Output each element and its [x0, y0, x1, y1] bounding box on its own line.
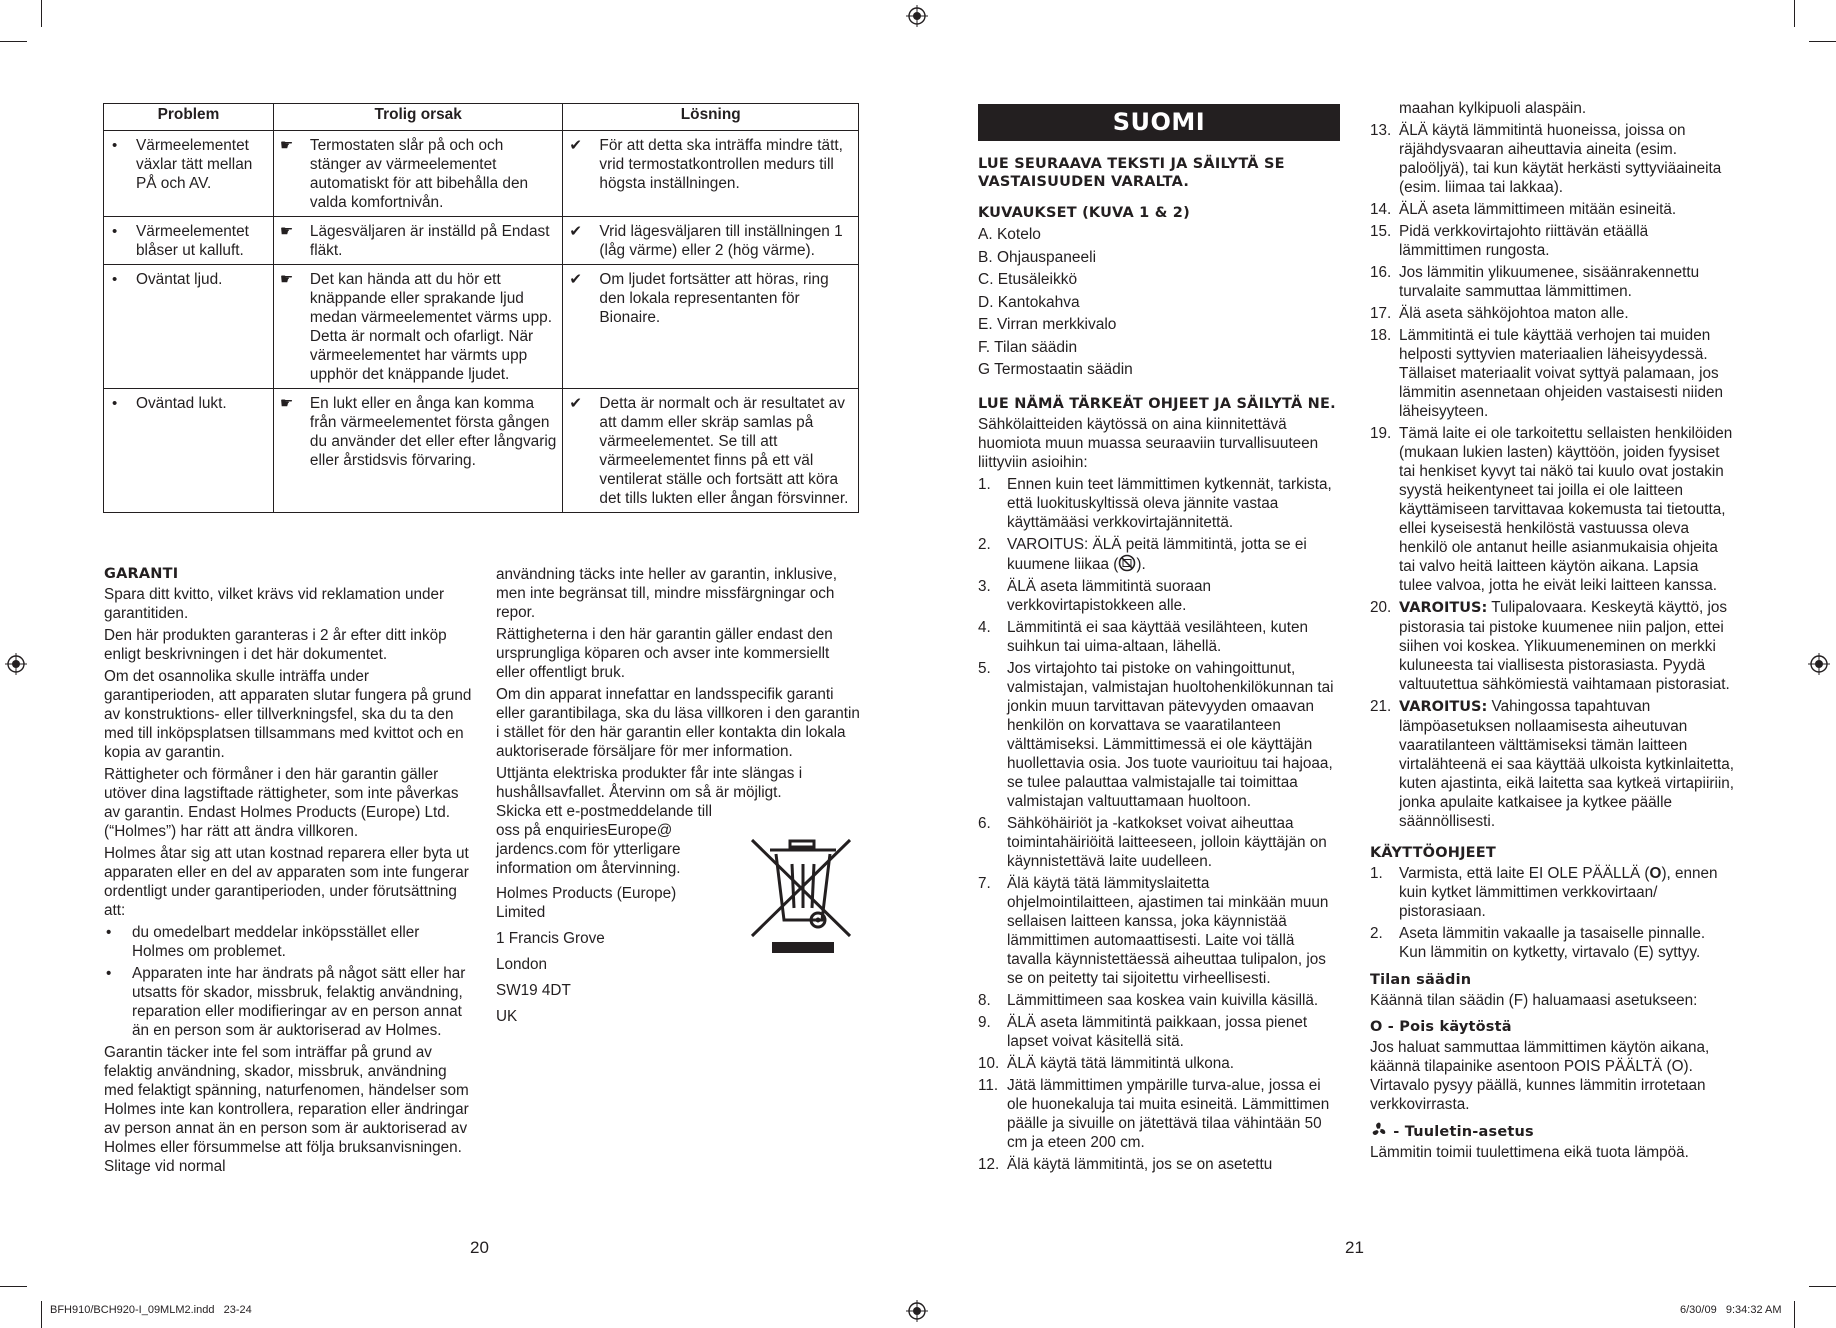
cause-cell: Det kan hända att du hör ett knäppande eller sprakande ljud medan värmeelementet värms upp. Detta är normalt och ofarligt. När värmeelementet har värmts upp upphör det knäppande ljudet.	[309, 271, 553, 383]
table-row	[104, 217, 859, 265]
list-item: • Apparaten inte har ändrats på något sätt eller har utsatts för skador, missbruk, felaktig användning, reparation eller modifieringar av en person annat än en person som är auktoriserad av Holmes.	[106, 965, 466, 1039]
warning-label: VAROITUS:	[1399, 600, 1488, 616]
registration-mark-icon	[1808, 653, 1830, 675]
do-not-cover-icon	[1118, 554, 1136, 572]
solution-cell: Vrid lägesväljaren till inställningen 1 (låg värme) eller 2 (hög värme).	[599, 223, 843, 259]
list-item: F. Tilan säädin	[978, 338, 1078, 356]
bullet-icon: •	[112, 137, 118, 154]
list-item: 2. Aseta lämmitin vakaalle ja tasaiselle pinnalle. Kun lämmitin on kytketty, virtavalo (E) syttyy.	[1370, 925, 1706, 961]
list-item: 3. ÄLÄ aseta lämmitintä suoraan verkkovirtapistokkeen alle.	[978, 577, 1212, 614]
check-mark-icon: ✔	[569, 137, 582, 154]
list-item: 8. Lämmittimeen saa koskea vain kuivilla käsillä.	[978, 991, 1319, 1009]
fan-icon	[1370, 1121, 1388, 1139]
warning-label: VAROITUS:	[1399, 699, 1488, 715]
list-item: 2. VAROITUS: ÄLÄ peitä lämmitintä, jotta se ei kuumene liikaa ( ).	[978, 535, 1307, 573]
check-mark-icon: ✔	[569, 395, 582, 412]
right-column-2	[1370, 99, 1734, 1162]
crop-mark	[41, 1301, 42, 1328]
troubleshooting-table	[103, 103, 859, 513]
weee-crossed-bin-icon	[748, 836, 854, 958]
company-address: Holmes Products (Europe) Limited 1 Francis Grove London SW19 4DT UK	[496, 885, 677, 1025]
page-number: 21	[1345, 1238, 1364, 1257]
solution-cell: För att detta ska inträffa mindre tätt, vrid termostatkontrollen medurs till högsta inställningen.	[599, 137, 843, 192]
list-item: 21. VAROITUS: Vahingossa tapahtuvan lämpöasetuksen nollaamisesta aiheutuvan vaaratilanteen välttämiseksi tämän laitteen virtalähteenä ei saa käyttää ulkoista kytkinlaitetta, kuten ajastinta, eikä laitetta saa kytkeä virtapiiriin, jonka apulaite katkaisee ja kytkee päälle säännöllisesti.	[1370, 698, 1735, 830]
list-item: 20. VAROITUS: Tulipalovaara. Keskeytä käyttö, jos pistorasia tai pistoke kuumenee niin paljon, ettei siihen voi koskea. Ylikuumeneminen on merkki kuluneesta tai viallisesta pistorasiasta. Pyydä valtuutettua sähkömiestä vaihtamaan pistorasiat.	[1370, 599, 1730, 693]
garanti-heading: GARANTI	[104, 566, 179, 582]
registration-mark-icon	[5, 653, 27, 675]
crop-mark	[1809, 1286, 1836, 1287]
check-mark-icon: ✔	[569, 271, 582, 288]
cause-cell: Termostaten slår på och och stänger av värmeelementet automatiskt för att bibehålla den valda komfortnivån.	[309, 137, 529, 211]
list-item: B. Ohjauspaneeli	[978, 248, 1097, 266]
list-item: 7. Älä käytä tätä lämmityslaitetta ohjelmointilaitteen, ajastimen tai minkään muun sellaisen laitteen kanssa, joka käynnistää lämmittimen automaattisesti. Laite voi tällä tavalla käynnistettäessä aiheuttaa tulipalon, jos se on peitetty tai sijoitettu virheellisesti.	[978, 874, 1329, 987]
crop-mark	[0, 1286, 27, 1287]
file-slug: BFH910/BCH920-I_09MLM2.indd 23-24	[50, 1304, 252, 1316]
important-intro: Sähkölaitteiden käytössä on aina kiinnitettävä huomiota muun muassa seuraaviin turvallisuuteen liittyviin asioihin:	[978, 415, 1319, 471]
right-column-1	[978, 155, 1340, 1177]
list-item: • du omedelbart meddelar inköpsstället eller Holmes om problemet.	[106, 924, 420, 960]
important-heading: LUE NÄMÄ TÄRKEÄT OHJEET JA SÄILYTÄ NE.	[978, 395, 1336, 412]
list-item: 1. Ennen kuin teet lämmittimen kytkennät, tarkista, että luokituskyltissä oleva jännite vastaa käyttämääsi verkkovirtajännitettä.	[978, 475, 1332, 531]
table-row	[104, 389, 859, 513]
list-item: D. Kantokahva	[978, 293, 1080, 311]
garanti-paragraph: Den här produkten garanteras i 2 år efter ditt inköp enligt beskrivningen i det här dokumentet.	[104, 627, 447, 663]
problem-cell: Värmeelementet växlar tätt mellan PÅ och AV.	[136, 137, 253, 192]
tuuletin-heading: - Tuuletin-asetus	[1370, 1121, 1734, 1141]
list-item: C. Etusäleikkö	[978, 271, 1078, 288]
list-item: 14. ÄLÄ aseta lämmittimeen mitään esineitä.	[1370, 201, 1677, 218]
garanti-paragraph: Garantin täcker inte fel som inträffar på grund av felaktig användning, skador, missbruk, användning med felaktigt spänning, naturfenomen, händelser som Holmes inte kan kontrollera, reparation eller ändringar av person annat än en person som är auktoriserad av Holmes eller försummelse att följa bruksanvisningen. Slitage vid normal	[104, 1044, 469, 1175]
list-item: 6. Sähköhäiriöt ja -katkokset voivat aiheuttaa toimintahäiriöitä laitteeseen, jolloin käyttäjän on käynnistettävä laite uudelleen.	[978, 814, 1327, 870]
list-item: 17. Älä aseta sähköjohtoa maton alle.	[1370, 305, 1629, 322]
pointing-hand-icon: ☛	[279, 395, 294, 412]
language-banner: SUOMI	[978, 104, 1340, 141]
column-header-problem: Problem	[104, 104, 274, 131]
problem-cell: Oväntat ljud.	[136, 271, 223, 288]
problem-cell: Värmeelementet blåser ut kalluft.	[136, 223, 249, 259]
pointing-hand-icon: ☛	[279, 223, 294, 240]
cause-cell: En lukt eller en ånga kan komma från värmeelementet första gången du använder det eller efter långvarig eller årstidsvis förvaring.	[309, 395, 557, 469]
registration-mark-icon	[906, 5, 928, 27]
intro-heading: LUE SEURAAVA TEKSTI JA SÄILYTÄ SE VASTAISUUDEN VARALTA.	[978, 156, 1285, 190]
garanti-column-1	[104, 565, 472, 1179]
garanti-paragraph: Om din apparat innefattar en landsspecifik garanti eller garantibilaga, ska du läsa villkoren i den garantin i stället för den här garantin eller kontakta din lokala auktoriserade försäljare för mer information.	[496, 686, 860, 760]
bullet-icon: •	[112, 271, 118, 288]
garanti-paragraph: Uttjänta elektriska produkter får inte slängas i hushållsavfallet. Återvinn om så är möjligt.	[496, 765, 803, 801]
garanti-paragraph: Rättigheter och förmåner i den här garantin gäller utöver dina lagstiftade rättigheter, som inte påverkas av garantin. Endast Holmes Products (Europe) Ltd. (“Holmes”) har rätt att ändra villkoren.	[104, 766, 459, 840]
list-item: 10. ÄLÄ käytä tätä lämmitintä ulkona.	[978, 1054, 1235, 1072]
garanti-paragraph: Holmes åtar sig att utan kostnad reparera eller byta ut apparaten eller en del av apparaten som inte fungerar ordentligt under garantiperioden, under förutsättning att:	[104, 845, 469, 919]
cause-cell: Lägesväljaren är inställd på Endast fläkt.	[309, 223, 550, 259]
table-row	[104, 265, 859, 389]
parts-list	[978, 224, 1340, 382]
list-item: 12. Älä käytä lämmitintä, jos se on asetettu	[978, 1155, 1273, 1173]
list-item: 16. Jos lämmitin ylikuumenee, sisäänrakennettu turvalaite sammuttaa lämmittimen.	[1370, 264, 1700, 300]
bullet-icon: •	[112, 223, 118, 240]
garanti-paragraph: användning täcks inte heller av garantin, inklusive, men inte begränsat till, mindre missfärgningar och repor.	[496, 566, 837, 621]
problem-cell: Oväntad lukt.	[136, 395, 227, 412]
crop-mark	[0, 41, 27, 42]
pois-heading: O - Pois käytöstä	[1370, 1019, 1512, 1035]
list-item: 4. Lämmitintä ei saa käyttää vesilähteen, kuten suihkun tai uima-altaan, lähellä.	[978, 618, 1309, 655]
crop-mark	[1794, 0, 1795, 27]
list-item: 18. Lämmitintä ei tule käyttää verhojen tai muiden helposti syttyvien materiaalien läheisyydessä. Tällaiset materiaalit voivat syttyä palamaan, jos lämmitin asennetaan ohjeiden vastaisesti niiden läheisyyteen.	[1370, 327, 1723, 420]
kaytto-heading: KÄYTTÖOHJEET	[1370, 845, 1496, 861]
garanti-column-2	[496, 565, 860, 1033]
list-item: 15. Pidä verkkovirtajohto riittävän etäällä lämmittimen rungosta.	[1370, 223, 1649, 259]
garanti-conditions-list	[104, 923, 472, 1040]
list-item: 19. Tämä laite ei ole tarkoitettu sellaisten henkilöiden (mukaan lukien lasten) käyttöön, joiden fyysiset tai henkiset kyvyt tai näkö tai kuulo ovat jostakin syystä heikentyneet tai joilla ei ole laitteen käyttämiseen tarvittavaa kokemusta tai tietoutta, ellei kyseisestä henkilöstä vastuussa oleva henkilö ole antanut heille asianmukaisia ohjeita tai valvo heitä laitteen käytön aikana. Lapsia tulee valvoa, jotta he eivät leiki laitteen kanssa.	[1370, 425, 1733, 594]
garanti-paragraph: Spara ditt kvitto, vilket krävs vid reklamation under garantitiden.	[104, 586, 445, 622]
crop-mark	[1809, 41, 1836, 42]
pois-text: Jos haluat sammuttaa lämmittimen käytön aikana, käännä tilapainike asentoon POIS PÄÄLTÄ (O). Virtavalo pysyy päällä, kunnes lämmitin irrotetaan verkkovirrasta.	[1370, 1039, 1710, 1113]
safety-continuation: maahan kylkipuoli alaspäin.	[1399, 100, 1587, 117]
recycling-contact: Skicka ett e-postmeddelande till oss på enquiriesEurope@ jardencs.com för ytterligare information om återvinning.	[496, 803, 712, 877]
safety-list-continued	[1370, 121, 1734, 831]
tilan-heading: Tilan säädin	[1370, 972, 1472, 988]
kaytto-list	[1370, 864, 1734, 962]
page-number: 20	[470, 1238, 489, 1257]
list-item: 1. Varmista, että laite EI OLE PÄÄLLÄ (O), ennen kuin kytket lämmittimen verkkovirtaan/ pistorasiaan.	[1370, 865, 1718, 920]
list-item: G Termostaatin säädin	[978, 361, 1133, 378]
list-item: A. Kotelo	[978, 226, 1041, 243]
tuuletin-text: Lämmitin toimii tuulettimena eikä tuota lämpöä.	[1370, 1144, 1689, 1161]
bullet-icon: •	[106, 965, 112, 982]
list-item: E. Virran merkkivalo	[978, 316, 1117, 333]
kuvaukset-heading: KUVAUKSET (KUVA 1 & 2)	[978, 205, 1190, 221]
list-item: 9. ÄLÄ aseta lämmitintä paikkaan, jossa pienet lapset voivat käsitellä sitä.	[978, 1013, 1308, 1050]
tilan-text: Käännä tilan säädin (F) haluamaasi asetukseen:	[1370, 992, 1698, 1009]
table-header-row	[104, 104, 859, 131]
pointing-hand-icon: ☛	[279, 137, 294, 154]
list-item: 5. Jos virtajohto tai pistoke on vahingoittunut, valmistajan, valmistajan huoltohenkilökunnan tai jonkin muun tarvittavan pätevyyden omaavan henkilön on korvattava se vaaratilanteen välttämiseksi. Lämmittimessä ei ole käyttäjän huollettavia osia. Jos tuote vaurioituu tai hajoaa, se tulee palauttaa valmistajalle tai toimittaa valmistajan valtuuttamaan huoltoon.	[978, 659, 1334, 810]
safety-list	[978, 475, 1340, 1174]
timestamp-slug: 6/30/09 9:34:32 AM	[1680, 1304, 1782, 1316]
column-header-cause: Trolig orsak	[273, 104, 563, 131]
crop-mark	[1794, 1301, 1795, 1328]
list-item: 13. ÄLÄ käytä lämmitintä huoneissa, joissa on räjähdysvaaran aiheuttavia aineita (esim. paloöljyä), tai kun käytät herkästi syttyviäaineita (esim. liimaa tai lakkaa).	[1370, 122, 1722, 196]
garanti-paragraph: Om det osannolika skulle inträffa under garantiperioden, att apparaten slutar fungera på grund av konstruktions- eller tillverkningsfel, ska du ta den med till inköpsplatsen tillsammans med kvittot och en kopia av garantin.	[104, 668, 472, 761]
garanti-paragraph: Rättigheterna i den här garantin gäller endast den ursprungliga köparen och avser inte kommersiellt eller offentligt bruk.	[496, 626, 833, 681]
check-mark-icon: ✔	[569, 223, 582, 240]
pointing-hand-icon: ☛	[279, 271, 294, 288]
table-row	[104, 131, 859, 217]
crop-mark	[41, 0, 42, 27]
registration-mark-icon	[906, 1300, 928, 1322]
solution-cell: Om ljudet fortsätter att höras, ring den lokala representanten för Bionaire.	[599, 271, 829, 326]
column-header-solution: Lösning	[563, 104, 859, 131]
bullet-icon: •	[106, 924, 112, 941]
solution-cell: Detta är normalt och är resultatet av att damm eller skräp samlas på värmeelementet. Se till att värmeelementet finns på ett väl ventilerat ställe och fortsätt att köra det tills lukten eller ångan försvinner.	[599, 395, 849, 507]
bullet-icon: •	[112, 395, 118, 412]
list-item: 11. Jätä lämmittimen ympärille turva-alue, jossa ei ole huonekaluja tai muita esineitä. Lämmittimen päälle ja sivuille on jätettävä tilaa vähintään 50 cm ja eteen 200 cm.	[978, 1076, 1330, 1151]
